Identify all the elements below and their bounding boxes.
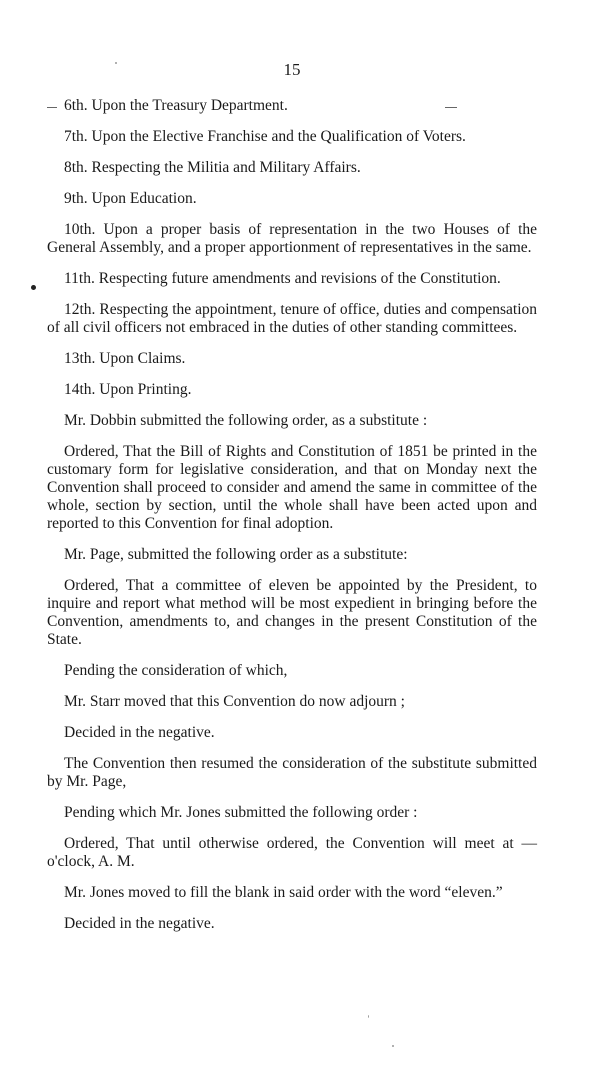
dobbin-order-paragraph: Ordered, That the Bill of Rights and Constitution of 1851 be printed in the customary form for legislative consideration, and that on Monday next the Convention shall proceed to consider and amend the same in committee of the whole, section by section, until the whole shall have been acted upon and reported to this Convention for final adoption. — [47, 443, 537, 532]
committee-item-8th: 8th. Respecting the Militia and Military Affairs. — [64, 159, 361, 176]
jones-order-paragraph: Pending which Mr. Jones submitted the following order : — [64, 804, 418, 821]
final-decision-paragraph: Decided in the negative. — [64, 915, 215, 932]
committee-item-7th: 7th. Upon the Elective Franchise and the Qualification of Voters. — [64, 128, 466, 145]
paper-speck — [115, 62, 117, 64]
committee-item-12th: 12th. Respecting the appointment, tenure of office, duties and compensation of all civil officers not embraced in the duties of other standing committees. — [47, 301, 537, 336]
page-substitute-paragraph: Mr. Page, submitted the following order as a substitute: — [64, 546, 408, 563]
committee-item-6th: 6th. Upon the Treasury Department. — [64, 97, 288, 114]
page-order-paragraph: Ordered, That a committee of eleven be appointed by the President, to inquire and report what method will be most expedient in bringing before the Convention, amendments to, and changes in the present Constitution of the State. — [47, 577, 537, 648]
pending-paragraph: Pending the consideration of which, — [64, 662, 288, 679]
resumed-paragraph: The Convention then resumed the consideration of the substitute submitted by Mr. Page, — [47, 755, 537, 790]
jones-ordered-paragraph: Ordered, That until otherwise ordered, the Convention will meet at — o'clock, A. M. — [47, 835, 537, 870]
decision-paragraph: Decided in the negative. — [64, 724, 215, 741]
committee-item-9th: 9th. Upon Education. — [64, 190, 197, 207]
page-number: 15 — [283, 60, 301, 79]
dobbin-substitute-paragraph: Mr. Dobbin submitted the following order, as a substitute : — [64, 412, 428, 429]
paper-speck — [368, 1015, 369, 1018]
committee-item-10th: 10th. Upon a proper basis of representation in the two Houses of the General Assembly, and a proper apportionment of representatives in the same. — [47, 221, 537, 256]
margin-dot — [31, 285, 36, 290]
starr-motion-paragraph: Mr. Starr moved that this Convention do now adjourn ; — [64, 693, 405, 710]
committee-item-13th: 13th. Upon Claims. — [64, 350, 186, 367]
paper-speck — [392, 1045, 394, 1047]
committee-item-14th: 14th. Upon Printing. — [64, 381, 192, 398]
jones-motion-paragraph: Mr. Jones moved to fill the blank in said order with the word “eleven.” — [64, 884, 503, 901]
committee-item-11th: 11th. Respecting future amendments and revisions of the Constitution. — [64, 270, 501, 287]
body-text — [47, 97, 537, 946]
